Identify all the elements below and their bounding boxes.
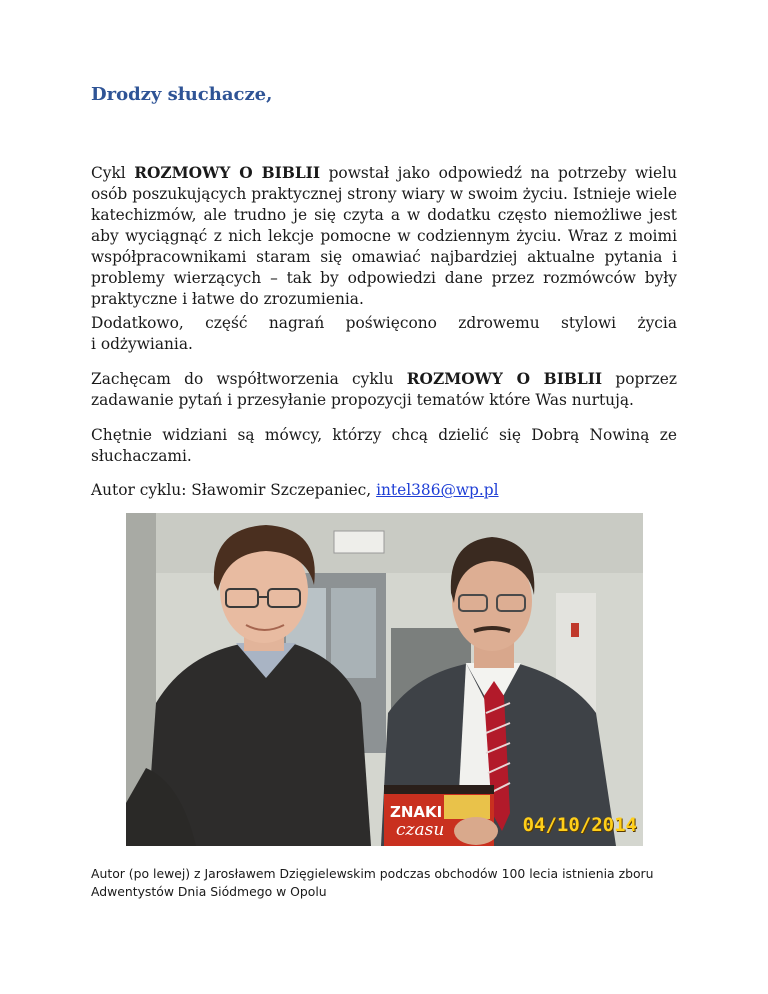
magazine-title-top: ZNAKI [390,803,443,821]
intro-lead: Cykl [91,164,135,182]
photo-caption: Autor (po lewej) z Jarosławem Dzięgielewskim podczas obchodów 100 lecia istnienia zboru Adwentystów Dnia Siódmego w Opolu [91,866,654,899]
intro-paragraph [91,163,677,310]
author-label: Autor cyklu: Sławomir Szczepaniec, [91,481,377,499]
series-title-2: ROZMOWY O BIBLII [406,370,603,388]
event-photo [126,513,643,846]
intro-rest: powstał jako odpowiedź na potrzeby wielu osób poszukujących praktycznej strony wiary w swoim życiu. Istnieje wiele katechizmów, ale trudno je się czyta a w dodatku często niemożliwe jest aby wyciągnąć z nich lekcje pomocne w codziennym życiu. Wraz z moimi współpracownikami staram się omawiać najbardziej aktualne pytania i problemy wierzących – tak by odpowiedzi dane przez rozmówców były praktyczne i łatwe do zrozumienia. [91,164,677,308]
health-line-2: i odżywiania. [91,335,193,353]
photo-illustration [126,513,643,846]
series-title: ROZMOWY O BIBLII [134,164,321,182]
health-paragraph [91,313,677,355]
invite-paragraph [91,369,677,411]
health-line-1: Dodatkowo, część nagrań poświęcono zdrowemu stylowi życia [91,314,677,332]
magazine-title-bottom: czasu [396,820,445,840]
photo-date-stamp: 04/10/2014 [522,814,637,836]
author-email-link[interactable]: intel386@wp.pl [376,481,499,499]
author-line [91,480,677,501]
invite-rest: poprzez zadawanie pytań i przesyłanie propozycji tematów które Was nurtują. [91,370,677,409]
speakers-paragraph: Chętnie widziani są mówcy, którzy chcą dzielić się Dobrą Nowiną ze słuchaczami. [91,426,677,465]
page-heading: Drodzy słuchacze, [91,84,273,105]
invite-lead: Zachęcam do współtworzenia cyklu [91,370,407,388]
